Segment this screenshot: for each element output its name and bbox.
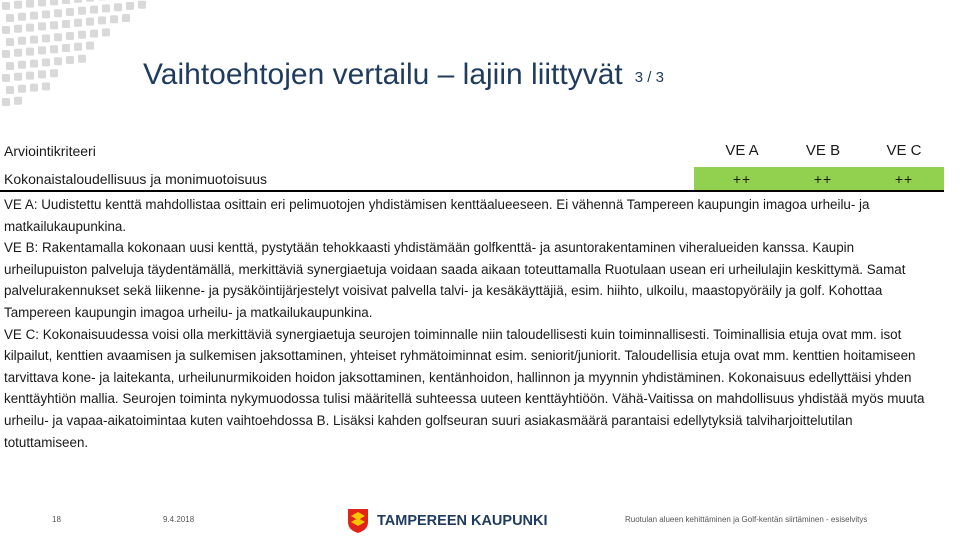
paragraph-ve-a: VE A: Uudistettu kenttä mahdollistaa osittain eri pelimuotojen yhdistämisen kenttäalueeseen. Ei vähennä Tampereen kaupungin imagoa urheilu- ja matkailukaupunkina. bbox=[4, 197, 870, 234]
column-header-ve-a: VE A bbox=[725, 142, 759, 159]
logo-text: TAMPEREEN KAUPUNKI bbox=[377, 513, 548, 529]
score-ve-c: ++ bbox=[894, 171, 914, 187]
column-header-ve-c: VE C bbox=[886, 142, 922, 159]
column-header-ve-b: VE B bbox=[805, 142, 841, 159]
footer-caption: Ruotulan alueen kehittäminen ja Golf-kentän siirtäminen - esiselvitys bbox=[625, 515, 868, 524]
table-rule bbox=[0, 190, 944, 192]
criteria-header: Arviointikriteeri bbox=[4, 143, 96, 159]
crest-icon bbox=[347, 508, 369, 534]
page-indicator: 3 / 3 bbox=[634, 69, 664, 86]
paragraph-ve-c: VE C: Kokonaisuudessa voisi olla merkittäviä synergiaetuja seurojen toiminnalle niin taloudellisesti kuin toiminnallisesti. Toiminallisia etuja ovat mm. isot kilpailut, kenttien avaamisen ja sulkemisen jaksottaminen, yhteiset ryhmätoiminnat esim. seniorit/juniorit. Taloudellisia etuja ovat mm. kenttien hoitamiseen tarvittava kone- ja laitekanta, urheilunurmikoiden hoidon jaksottaminen, kentänhoidon, hallinnon ja myynnin yhdistäminen. Kokonaisuus edellyttäisi yhden kenttäyhtiön mallia. Seurojen toiminta nykymuodossa tulisi määritellä suhteessa uuteen kenttäyhtiöön. Vähä-Vaitissa on mahdollisuus yhdistää myös muuta urheilu- ja vapaa-aikatoimintaa kuten vaihtoehdossa B. Lisäksi kahden golfseuran suuri asiakasmäärä parantaisi edellytyksiä talviharjoittelutilan totuttamiseen. bbox=[4, 326, 925, 450]
score-ve-a: ++ bbox=[732, 171, 752, 187]
footer-date: 9.4.2018 bbox=[163, 515, 195, 524]
decorative-pattern bbox=[0, 0, 175, 110]
body-text bbox=[4, 194, 939, 453]
row-label: Kokonaistaloudellisuus ja monimuotoisuus bbox=[4, 171, 268, 187]
score-ve-b: ++ bbox=[813, 171, 833, 187]
paragraph-ve-b: VE B: Rakentamalla kokonaan uusi kenttä, pystytään tehokkaasti yhdistämään golfkenttä- ja asuntorakentaminen viheralueiden kanssa. Kaupin urheilupuiston palveluja täydentämällä, merkittäviä synergiaetuja voidaan saada aikaan toteuttamalla Ruotulaan usean eri urheilulajin keskittymä. Samat palvelurakennukset sekä liikenne- ja pysäköintijärjestelyt voisivat palvella talvi- ja kesäkäyttäjiä, esim. hiihto, ulkoilu, maastopyöräily ja golf. Kohottaa Tampereen kaupungin imagoa urheilu- ja matkailukaupunkina. bbox=[4, 240, 906, 320]
tampere-logo bbox=[347, 508, 548, 534]
slide-number: 18 bbox=[52, 515, 61, 524]
page-title bbox=[143, 58, 664, 92]
title-text: Vaihtoehtojen vertailu – lajiin liittyvät bbox=[143, 58, 623, 91]
